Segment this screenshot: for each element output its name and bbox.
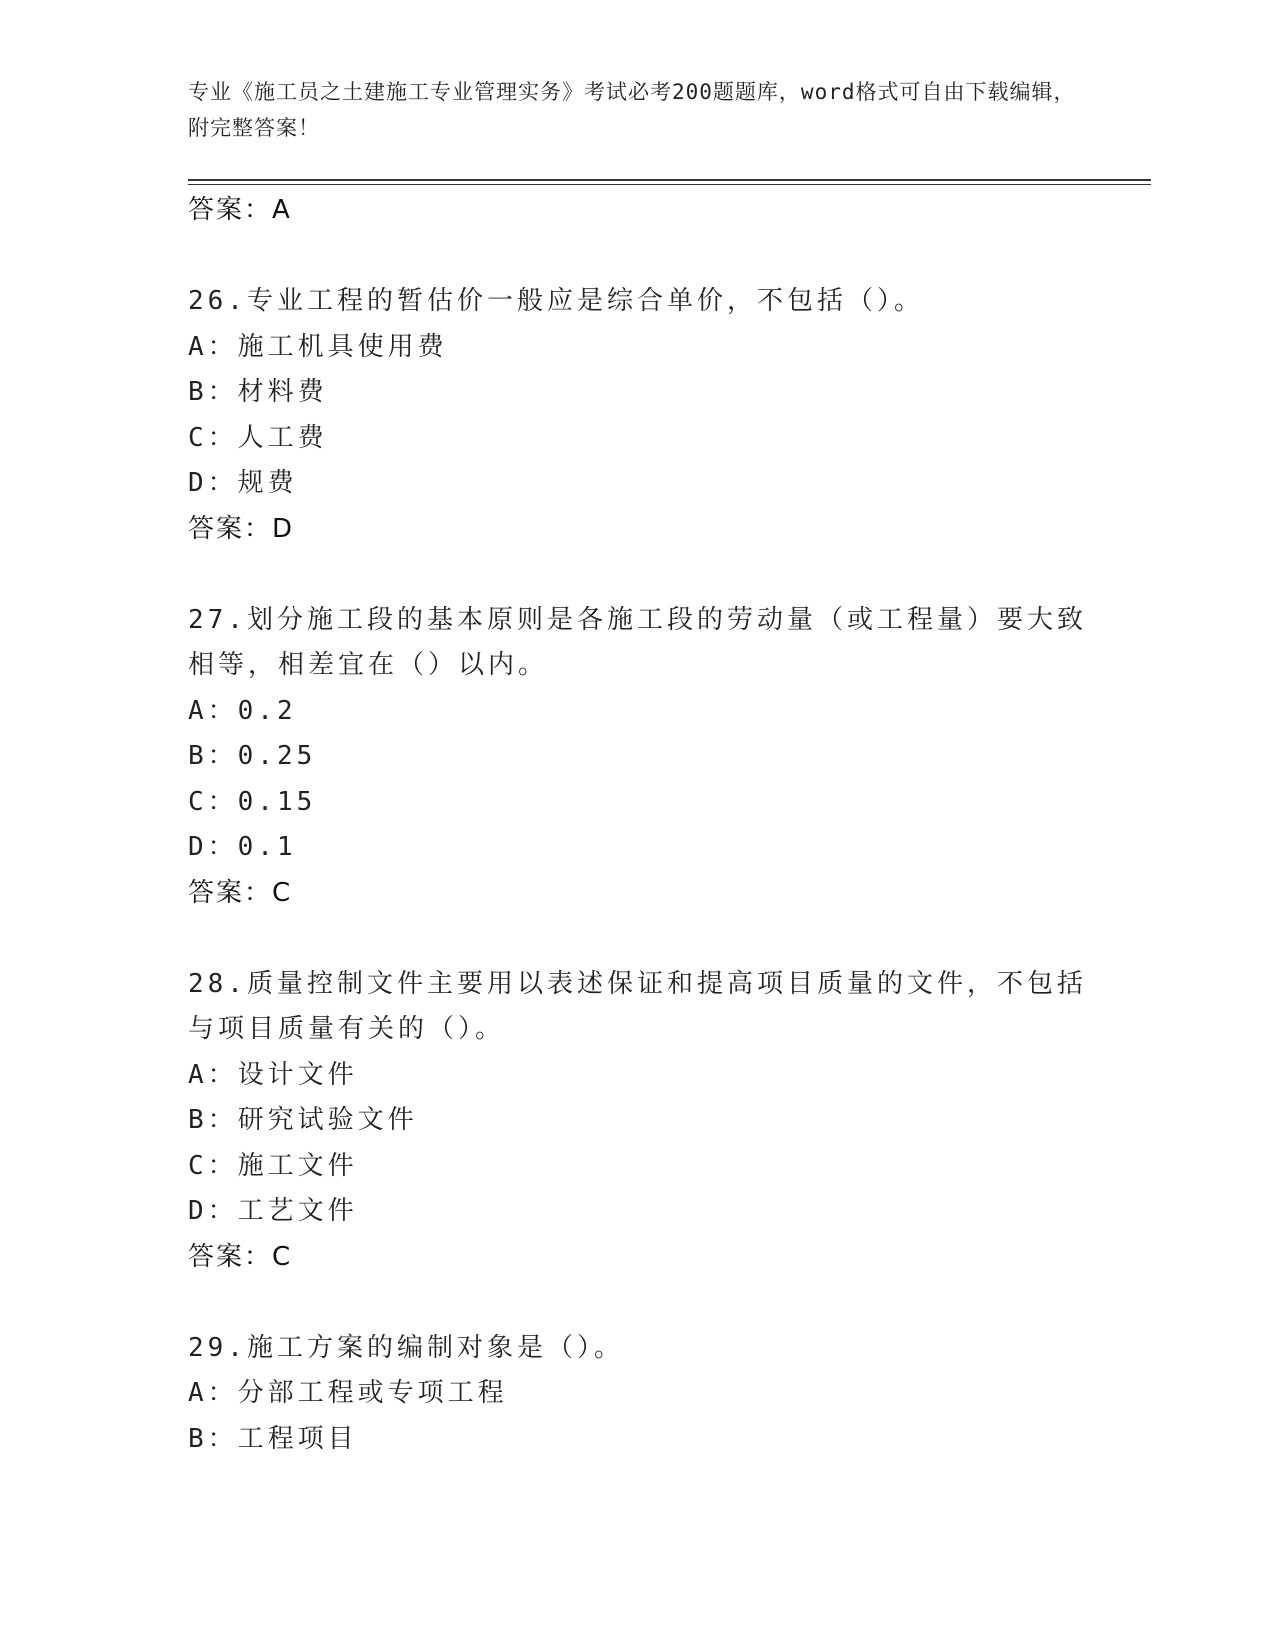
- question-stem: 26.专业工程的暂估价一般应是综合单价，不包括（）。: [188, 286, 924, 316]
- question-stem: 27.划分施工段的基本原则是各施工段的劳动量（或工程量）要大致相等，相差宜在（）以内。: [188, 604, 1087, 680]
- answer-line: 答案：A: [188, 195, 292, 225]
- spacer: [188, 1280, 1088, 1326]
- header-divider: [188, 179, 1151, 181]
- question-stem: 28.质量控制文件主要用以表述保证和提高项目质量的文件，不包括与项目质量有关的（）。: [188, 968, 1087, 1044]
- option-c: C：人工费: [188, 422, 328, 453]
- question-block: [188, 279, 1088, 552]
- answer-line: 答案：C: [188, 877, 293, 908]
- option-a: A：0.2: [188, 695, 297, 726]
- option-b: B：工程项目: [188, 1423, 358, 1454]
- option-b: B：研究试验文件: [188, 1105, 418, 1135]
- answer-line: 答案：C: [188, 1241, 293, 1272]
- option-b: B：0.25: [188, 741, 317, 771]
- document-header: 专业《施工员之土建施工专业管理实务》考试必考200题题库，word格式可自由下载编辑，附完整答案！: [188, 80, 1076, 140]
- spacer: [188, 234, 1088, 280]
- option-d: D：规费: [188, 468, 298, 498]
- option-a: A：施工机具使用费: [188, 331, 448, 362]
- option-d: D：0.1: [188, 832, 297, 862]
- option-c: C：0.15: [188, 786, 317, 817]
- question-list: [188, 188, 1088, 1462]
- question-block: [188, 598, 1088, 917]
- option-d: D：工艺文件: [188, 1196, 358, 1226]
- question-block: [188, 1326, 1088, 1463]
- header-divider-thin: [188, 184, 1151, 185]
- option-a: A：设计文件: [188, 1059, 358, 1090]
- option-a: A：分部工程或专项工程: [188, 1378, 508, 1408]
- option-b: B：材料费: [188, 377, 328, 407]
- question-block: [188, 962, 1088, 1281]
- spacer: [188, 552, 1088, 598]
- question-stem: 29.施工方案的编制对象是（）。: [188, 1332, 624, 1363]
- spacer: [188, 916, 1088, 962]
- option-c: C：施工文件: [188, 1150, 358, 1181]
- answer-line: 答案：D: [188, 513, 295, 544]
